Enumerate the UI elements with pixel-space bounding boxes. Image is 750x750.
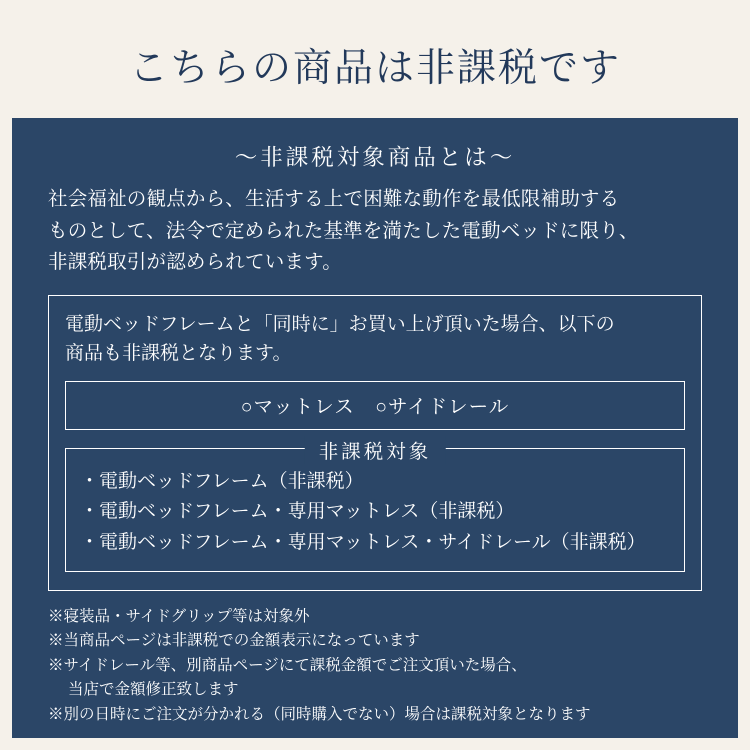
page-title: こちらの商品は非課税です [128,47,621,90]
fieldset-legend: 非課税対象 [305,436,446,464]
box-description-line-1: 電動ベッドフレームと「同時に」お買い上げ頂いた場合、以下の [65,313,615,335]
list-item: ・電動ベッドフレーム・専用マットレス（非課税） [80,501,515,523]
lead-line-2: ものとして、法令で定められた基準を満たした電動ベッドに限り、 [48,220,639,242]
note-line-3: ※サイドレール等、別商品ページにて課税金額でご注文頂いた場合、 [48,656,527,674]
list-item: ・電動ベッドフレーム・専用マットレス・サイドレール（非課税） [80,532,646,554]
note-line-4: 当店で金額修正致します [68,681,239,699]
eligible-items-box: ○マットレス ○サイドレール [65,381,685,430]
lead-line-3: 非課税取引が認められています。 [48,252,342,274]
list-item: ・電動ベッドフレーム（非課税） [80,470,364,492]
note-line-5: ※別の日時にご注文が分かれる（同時購入でない）場合は課税対象となります [48,705,591,723]
section-subtitle: ～非課税対象商品とは～ [234,145,516,170]
note-line-1: ※寝装品・サイドグリップ等は対象外 [48,607,310,625]
lead-line-1: 社会福祉の観点から、生活する上で困難な動作を最低限補助する [48,189,620,210]
box-description-line-2: 商品も非課税となります。 [65,343,292,365]
note-line-2: ※当商品ページは非課税での金額表示になっています [48,632,420,650]
